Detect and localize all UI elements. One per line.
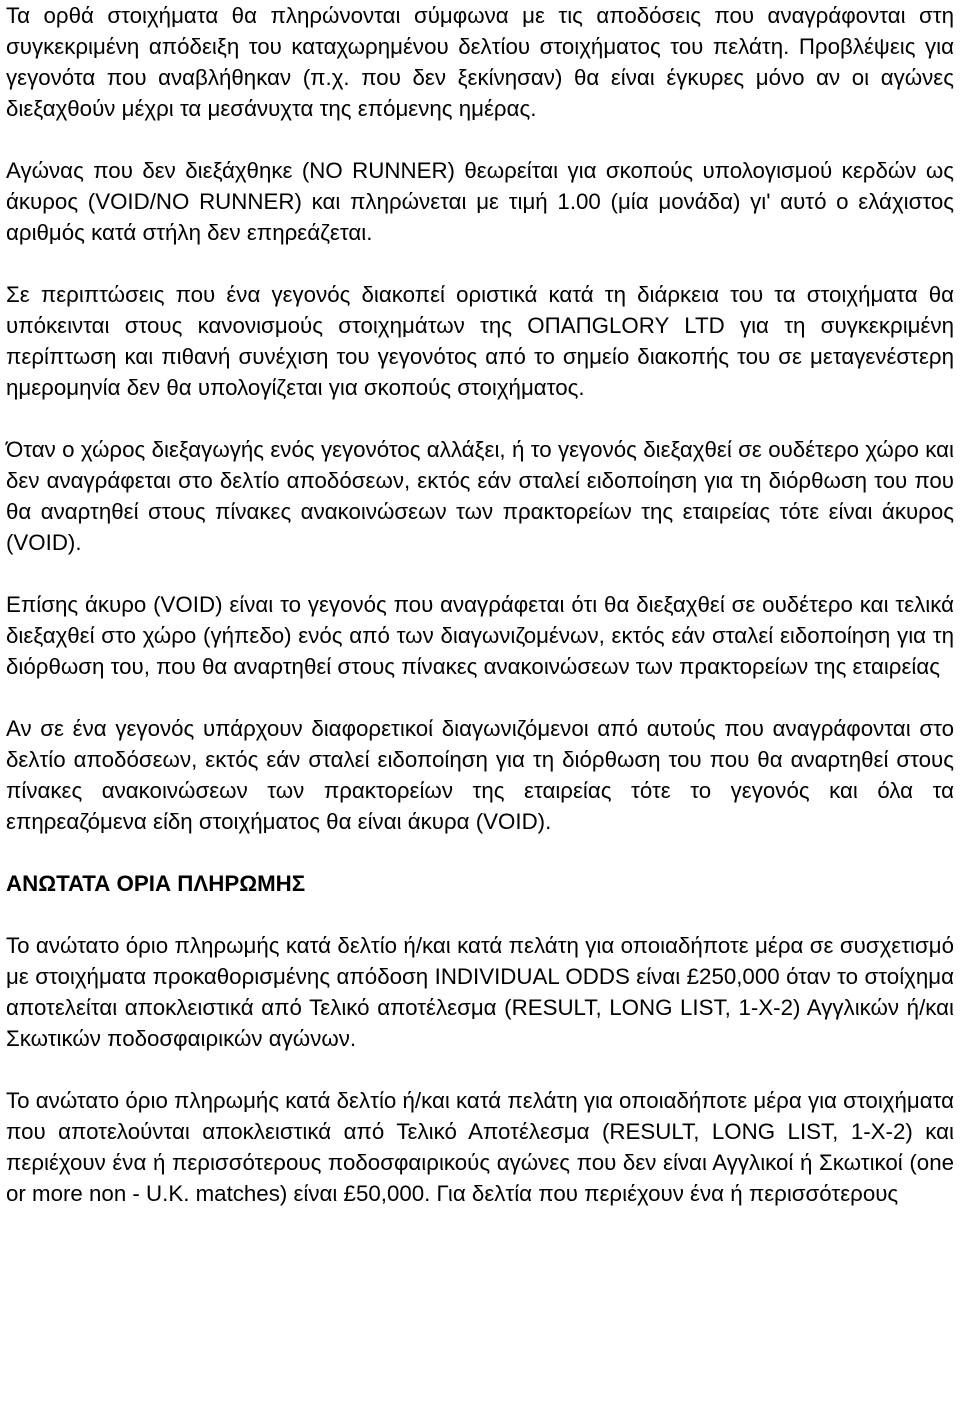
paragraph-no-runner: Αγώνας που δεν διεξάχθηκε (NO RUNNER) θεωρείται για σκοπούς υπολογισμού κερδών ως άκυρος (VOID/NO RUNNER) και πληρώνεται με τιμή 1.00 (μία μονάδα) γι' αυτό ο ελάχιστος αριθμός κατά στήλη δεν επηρεάζεται. <box>6 158 954 245</box>
paragraph-limit-uk: Το ανώτατο όριο πληρωμής κατά δελτίο ή/και κατά πελάτη για οποιαδήποτε μέρα σε συσχετισμό με στοιχήματα προκαθορισμένης απόδοση INDIVIDUAL ODDS είναι £250,000 όταν το στοίχημα αποτελείται αποκλειστικά από Τελικό αποτέλεσμα (RESULT, LONG LIST, 1-X-2) Αγγλικών ή/και Σκωτικών ποδοσφαιρικών αγώνων. <box>6 933 954 1051</box>
paragraph-winning-bets: Τα ορθά στοιχήματα θα πληρώνονται σύμφωνα με τις αποδόσεις που αναγράφονται στη συγκεκριμένη απόδειξη του καταχωρημένου δελτίου στοιχήματος του πελάτη. Προβλέψεις για γεγονότα που αναβλήθηκαν (π.χ. που δεν ξεκίνησαν) θα είναι έγκυρες μόνο αν οι αγώνες διεξαχθούν μέχρι τα μεσάνυχτα της επόμενης ημέρας. <box>6 3 954 121</box>
section-heading-payment-limits: ΑΝΩΤΑΤΑ ΟΡΙΑ ΠΛΗΡΩΜΗΣ <box>6 871 306 896</box>
paragraph-neutral-venue: Επίσης άκυρο (VOID) είναι το γεγονός που αναγράφεται ότι θα διεξαχθεί σε ουδέτερο και τελικά διεξαχθεί στο χώρο (γήπεδο) ενός από των διαγωνιζομένων, εκτός εάν σταλεί ειδοποίηση για τη διόρθωση του, που θα αναρτηθεί στους πίνακες ανακοινώσεων των πρακτορείων της εταιρείας <box>6 592 954 679</box>
paragraph-venue-change: Όταν ο χώρος διεξαγωγής ενός γεγονότος αλλάξει, ή το γεγονός διεξαχθεί σε ουδέτερο χώρο και δεν αναγράφεται στο δελτίο αποδόσεων, εκτός εάν σταλεί ειδοποίηση για τη διόρθωση του που θα αναρτηθεί στους πίνακες ανακοινώσεων των πρακτορείων της εταιρείας τότε είναι άκυρος (VOID). <box>6 437 954 555</box>
document-page <box>6 0 954 1240</box>
paragraph-limit-non-uk: Το ανώτατο όριο πληρωμής κατά δελτίο ή/και κατά πελάτη για οποιαδήποτε μέρα για στοιχήματα που αποτελούνται αποκλειστικά από Τελικό Αποτέλεσμα (RESULT, LONG LIST, 1-X-2) και περιέχουν ένα ή περισσότερους ποδοσφαιρικούς αγώνες που δεν είναι Αγγλικοί ή Σκωτικοί (one or more non - U.K. matches) είναι £50,000. Για δελτία που περιέχουν ένα ή περισσότερους <box>6 1088 954 1206</box>
paragraph-abandoned-event: Σε περιπτώσεις που ένα γεγονός διακοπεί οριστικά κατά τη διάρκεια του τα στοιχήματα θα υπόκεινται στους κανονισμούς στοιχημάτων της ΟΠΑΠGLORY LTD για τη συγκεκριμένη περίπτωση και πιθανή συνέχιση του γεγονότος από το σημείο διακοπής του σε μεταγενέστερη ημερομηνία δεν θα υπολογίζεται για σκοπούς στοιχήματος. <box>6 282 954 400</box>
paragraph-different-participants: Αν σε ένα γεγονός υπάρχουν διαφορετικοί διαγωνιζόμενοι από αυτούς που αναγράφονται στο δελτίο αποδόσεων, εκτός εάν σταλεί ειδοποίηση για τη διόρθωση του που θα αναρτηθεί στους πίνακες ανακοινώσεων των πρακτορείων της εταιρείας τότε το γεγονός και όλα τα επηρεαζόμενα είδη στοιχήματος θα είναι άκυρα (VOID). <box>6 716 954 834</box>
